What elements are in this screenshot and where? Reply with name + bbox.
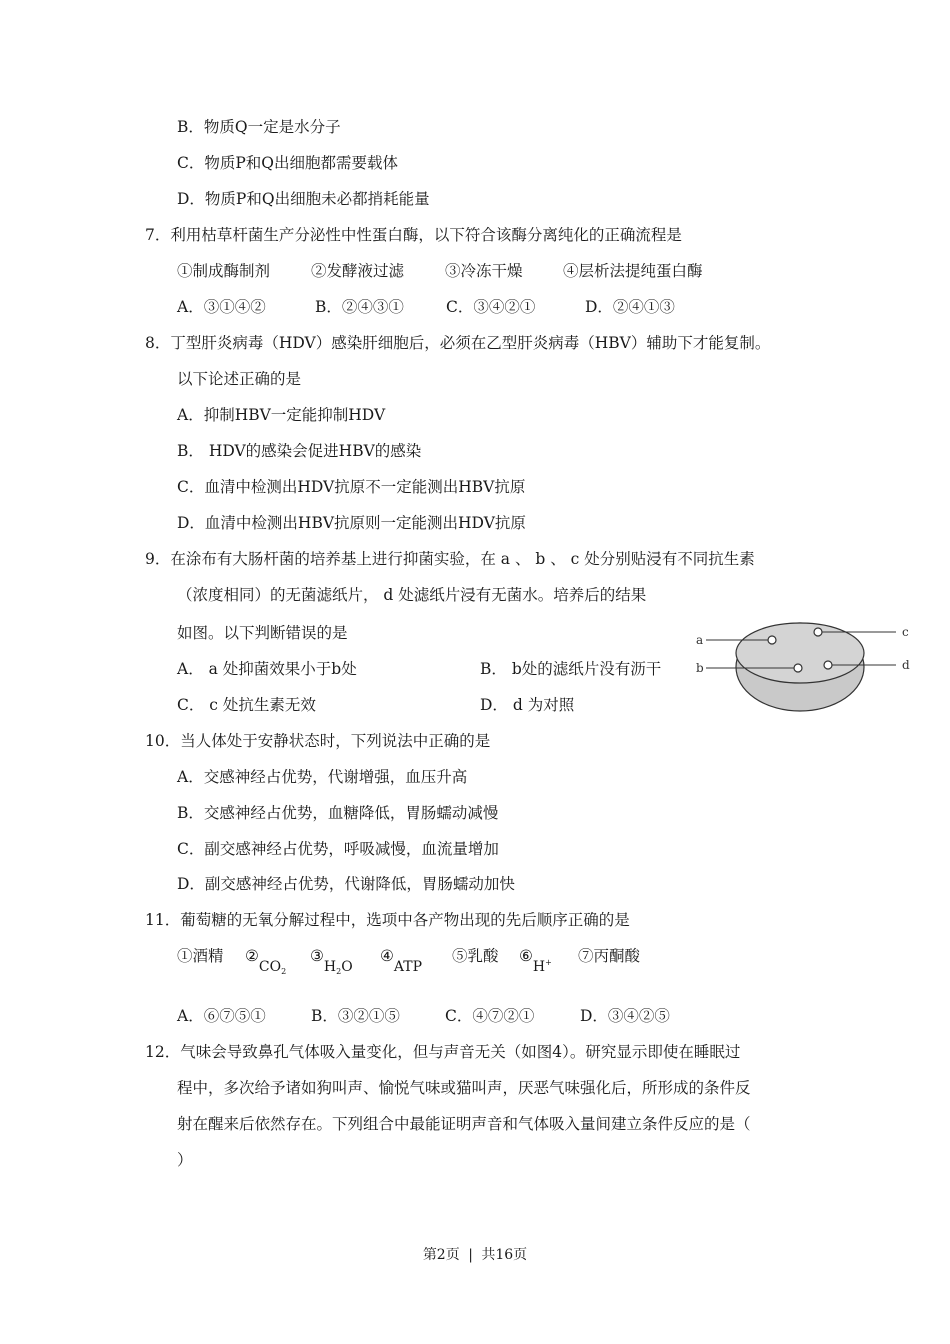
q12-line-4: ） (177, 1151, 193, 1169)
q12-line-1: 12．气味会导致鼻孔气体吸入量变化，但与声音无关（如图4）。研究显示即使在睡眠过 (145, 1043, 741, 1061)
q11-item-4: ④ATP (380, 947, 423, 975)
q7-step-2: ②发酵液过滤 (311, 262, 405, 280)
q12-line-3: 射在醒来后依然存在。下列组合中最能证明声音和气体吸入量间建立条件反应的是（ (177, 1115, 751, 1133)
disc-a (768, 636, 776, 644)
petri-dish-figure (690, 610, 920, 720)
q11-option-a: A．⑥⑦⑤① (177, 1007, 266, 1025)
page-total: 共16页 (481, 1247, 528, 1263)
q9-option-b: B． b处的滤纸片没有沥干 (480, 660, 662, 678)
q12-line-2: 程中，多次给予诸如狗叫声、愉悦气味或猫叫声，厌恶气味强化后，所形成的条件反 (177, 1079, 751, 1097)
q8-stem-line-1: 8．丁型肝炎病毒（HDV）感染肝细胞后，必须在乙型肝炎病毒（HBV）辅助下才能复制。 (145, 334, 771, 352)
q10-option-c: C．副交感神经占优势，呼吸减慢，血流量增加 (177, 840, 499, 858)
disc-c (814, 628, 822, 636)
q9-stem-line-3: 如图。以下判断错误的是 (177, 624, 348, 642)
q11-item-2: $②CO_2$ (245, 947, 287, 976)
q6-option-d: D．物质P和Q出细胞未必都捎耗能量 (177, 190, 430, 208)
page-footer (0, 1245, 950, 1265)
footer-separator: | (468, 1247, 473, 1263)
q11-item-7: ⑦丙酮酸 (578, 947, 641, 965)
q10-option-a: A．交感神经占优势，代谢增强，血压升高 (177, 768, 468, 786)
q7-step-3: ③冷冻干燥 (445, 262, 523, 280)
q11-item-5: ⑤乳酸 (452, 947, 499, 965)
q11-stem: 11．葡萄糖的无氧分解过程中，选项中各产物出现的先后顺序正确的是 (145, 911, 630, 929)
q7-option-b: B．②④③① (315, 298, 404, 316)
q9-option-d: D． d 为对照 (480, 696, 575, 714)
q8-option-c: C．血清中检测出HDV抗原不一定能测出HBV抗原 (177, 478, 526, 496)
q8-stem-line-2: 以下论述正确的是 (177, 370, 302, 388)
q8-option-d: D．血清中检测出HBV抗原则一定能测出HDV抗原 (177, 514, 526, 532)
q10-option-d: D．副交感神经占优势，代谢降低，胃肠蠕动加快 (177, 875, 515, 893)
q7-option-d: D．②④①③ (585, 298, 675, 316)
q8-option-a: A．抑制HBV一定能抑制HDV (177, 406, 386, 424)
q7-stem: 7．利用枯草杆菌生产分泌性中性蛋白酶，以下符合该酶分离纯化的正确流程是 (145, 226, 682, 244)
q7-step-4: ④层析法提纯蛋白酶 (563, 262, 703, 280)
disc-b (794, 664, 802, 672)
q8-option-b: B． HDV的感染会促进HBV的感染 (177, 442, 422, 460)
q7-step-1: ①制成酶制剂 (177, 262, 271, 280)
q11-option-c: C．④⑦②① (445, 1007, 535, 1025)
figure-label-a: a (696, 633, 704, 647)
q11-option-d: D．③④②⑤ (580, 1007, 670, 1025)
q7-option-c: C．③④②① (446, 298, 536, 316)
figure-label-b: b (696, 661, 704, 675)
q9-stem-line-1: 9．在涂布有大肠杆菌的培养基上进行抑菌实验，在 a 、 b 、 c 处分别贴浸有不同抗生素 (145, 550, 755, 568)
q9-option-c: C． c 处抗生素无效 (177, 696, 316, 714)
q6-option-b: B．物质Q一定是水分子 (177, 118, 341, 136)
q11-item-6: ⑥H+ (519, 947, 552, 975)
figure-label-d: d (902, 658, 910, 672)
page-number: 第2页 (422, 1247, 460, 1263)
q6-option-c: C．物质P和Q出细胞都需要载体 (177, 154, 398, 172)
q10-stem: 10．当人体处于安静状态时，下列说法中正确的是 (145, 732, 491, 750)
q9-stem-line-2: （浓度相同）的无菌滤纸片， d 处滤纸片浸有无菌水。培养后的结果 (177, 586, 647, 604)
q7-option-a: A．③①④② (177, 298, 266, 316)
q9-option-a: A． a 处抑菌效果小于b处 (177, 660, 357, 678)
disc-d (824, 661, 832, 669)
figure-label-c: c (902, 625, 909, 639)
q11-item-1: ①酒精 (177, 947, 224, 965)
q11-option-b: B．③②①⑤ (311, 1007, 400, 1025)
q10-option-b: B．交感神经占优势，血糖降低，胃肠蠕动减慢 (177, 804, 499, 822)
q11-item-3: $③H_2O$ (310, 947, 353, 976)
